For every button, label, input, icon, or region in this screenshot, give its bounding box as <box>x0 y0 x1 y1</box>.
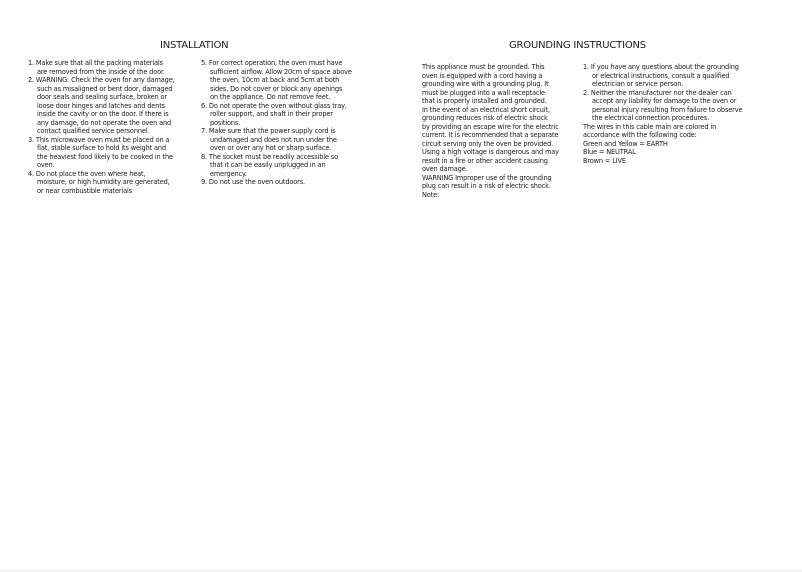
text-line: 1. If you have any questions about the grounding <box>583 63 739 71</box>
text-line: the heaviest food likely to be cooked in the <box>37 152 173 161</box>
text-line: sides. Do not cover or block any openings <box>210 84 343 93</box>
text-line: 9. Do not use the oven outdoors. <box>201 178 305 186</box>
text-line: In the event of an electrical short circuit, <box>422 105 550 114</box>
text-line: grounding wire with a grounding plug. It <box>422 80 549 88</box>
text-line: personal injury resulting from failure to observe <box>592 105 743 114</box>
text-line: oven. <box>37 161 55 169</box>
text-line: 5. For correct operation, the oven must have <box>201 59 343 67</box>
text-line: 7. Make sure that the power supply cord is <box>201 127 336 135</box>
text-line: The wires in this cable main are colored in <box>583 122 717 131</box>
text-line: the electrical connection procedures. <box>592 114 710 122</box>
text-line: Using a high voltage is dangerous and may <box>422 148 559 156</box>
text-line: result in a fire or other accident causing <box>422 156 548 165</box>
text-line: electrician or service person. <box>592 80 684 88</box>
text-line: 2. Neither the manufacturer nor the dealer can <box>583 88 732 97</box>
text-line: accept any liability for damage to the oven or <box>592 97 737 105</box>
text-line: WARNING Improper use of the grounding <box>422 173 552 182</box>
text-line: Green and Yellow = EARTH <box>583 139 668 148</box>
grounding-heading: GROUNDING INSTRUCTIONS <box>509 40 646 51</box>
text-line: Blue = NEUTRAL <box>583 148 636 156</box>
text-line: Note: <box>422 190 440 199</box>
text-line: 6. Do not operate the oven without glass tray, <box>201 101 347 110</box>
text-line: are removed from the inside of the door. <box>37 67 165 76</box>
grounding-column-2 <box>583 63 742 165</box>
text-line: door seals and sealing surface, broken or <box>37 93 167 101</box>
text-line: Brown = LIVE <box>583 156 626 165</box>
text-line: oven or over any hot or sharp surface. <box>210 144 332 152</box>
text-line: positions. <box>210 118 241 127</box>
text-line: on the appliance. Do not remove feet. <box>210 93 331 101</box>
grounding-column-1 <box>422 63 559 199</box>
text-line: roller support, and shaft in their proper <box>210 110 333 118</box>
text-line: oven damage. <box>422 165 468 173</box>
text-line: the oven, 10cm at back and 5cm at both <box>210 76 340 84</box>
text-line: contact qualified service personnel. <box>37 127 150 135</box>
text-line: 4. Do not place the oven where heat, <box>28 169 146 178</box>
text-line: undamaged and does not run under the <box>210 135 337 144</box>
text-line: 1. Make sure that all the packing materials <box>28 59 163 67</box>
text-line: or electrical instructions, consult a qualified <box>592 71 730 80</box>
text-line: flat, stable surface to hold its weight and <box>37 144 166 152</box>
text-line: that it can be easily unplugged in an <box>210 161 326 169</box>
text-line: current. It is recommended that a separate <box>422 131 559 139</box>
text-line: any damage, do not operate the oven and <box>37 118 172 127</box>
text-line: loose door hinges and latches and dents <box>37 101 165 110</box>
text-line: or near combustible materials <box>37 186 133 195</box>
text-line: 8. The socket must be readily accessible so <box>201 152 338 161</box>
text-line: accordance with the following code: <box>583 131 697 139</box>
text-line: emergency. <box>210 169 247 178</box>
text-line: plug can result in a risk of electric shock. <box>422 182 551 190</box>
text-line: sufficient airflow. Allow 20cm of space above <box>210 67 352 76</box>
installation-heading: INSTALLATION <box>160 40 229 51</box>
text-line: This appliance must be grounded. This <box>422 63 545 71</box>
text-line: such as misaligned or bent door, damaged <box>37 84 173 93</box>
text-line: that is properly installed and grounded. <box>422 97 547 105</box>
text-line: 3. This microwave oven must be placed on a <box>28 135 170 144</box>
text-line: must be plugged into a wall receptacle <box>422 88 545 97</box>
text-line: oven is equipped with a cord having a <box>422 71 543 80</box>
text-line: moisture, or high humidity are generated, <box>37 178 170 186</box>
text-line: grounding reduces risk of electric shock <box>422 114 548 122</box>
text-line: inside the cavity or on the door. If there is <box>37 110 169 118</box>
text-line: circuit serving only the oven be provided. <box>422 139 554 148</box>
text-line: by providing an escape wire for the electric <box>422 122 559 131</box>
installation-column-1 <box>28 59 175 195</box>
installation-column-2 <box>201 59 352 187</box>
text-line: 2. WARNING: Check the oven for any damage, <box>28 76 175 84</box>
